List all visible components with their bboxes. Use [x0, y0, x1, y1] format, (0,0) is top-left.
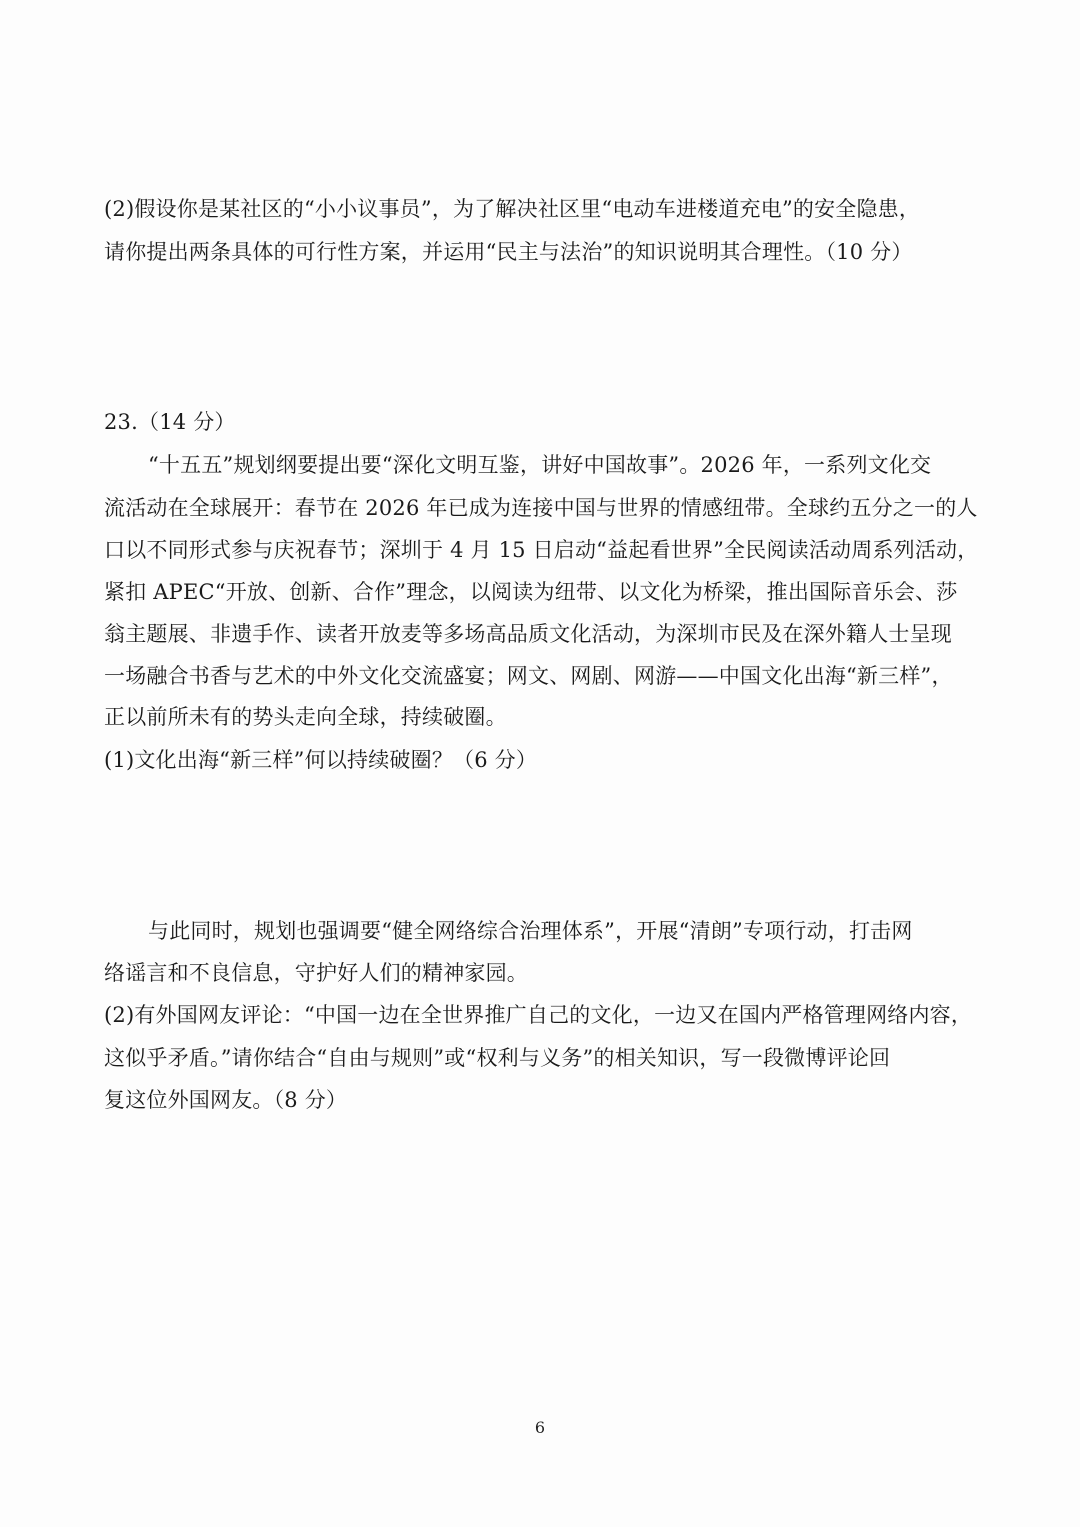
q23-part1: (1)文化出海“新三样”何以持续破圈？（6 分）: [104, 748, 538, 772]
q23-material1-line-6: 一场融合书香与艺术的中外文化交流盛宴；网文、网剧、网游——中国文化出海“新三样”，: [104, 664, 953, 688]
q23-material1-line-3: 口以不同形式参与庆祝春节；深圳于 4 月 15 日启动“益起看世界”全民阅读活动周系列活动，: [104, 538, 979, 562]
q23-part2-line-3: 复这位外国网友。（8 分）: [104, 1088, 348, 1112]
q23-part2-line-1: (2)有外国网友评论：“中国一边在全世界推广自己的文化，一边又在国内严格管理网络内容，: [104, 1003, 973, 1027]
q22-part2-line-1: (2)假设你是某社区的“小小议事员”，为了解决社区里“电动车进楼道充电”的安全隐患，: [104, 197, 921, 221]
q23-part2-line-2: 这似乎矛盾。”请你结合“自由与规则”或“权利与义务”的相关知识，写一段微博评论回: [104, 1046, 891, 1070]
q23-material1-line-5: 翁主题展、非遗手作、读者开放麦等多场高品质文化活动，为深圳市民及在深外籍人士呈现: [104, 622, 952, 646]
q23-header: 23.（14 分）: [104, 410, 236, 434]
q23-material1-line-7: 正以前所未有的势头走向全球，持续破圈。: [104, 705, 507, 729]
q22-part2-line-2: 请你提出两条具体的可行性方案，并运用“民主与法治”的知识说明其合理性。（10 分）: [104, 240, 913, 264]
q23-material1-line-4: 紧扣 APEC“开放、创新、合作”理念，以阅读为纽带、以文化为桥梁，推出国际音乐会、莎: [104, 580, 958, 604]
page-number: 6: [534, 1418, 546, 1437]
q23-material1-line-2: 流活动在全球展开：春节在 2026 年已成为连接中国与世界的情感纽带。全球约五分之一的人: [104, 496, 978, 520]
q23-material2-line-2: 络谣言和不良信息，守护好人们的精神家园。: [104, 961, 528, 985]
q23-material2-line-1: 与此同时，规划也强调要“健全网络综合治理体系”，开展“清朗”专项行动，打击网: [148, 919, 913, 943]
q23-material1-line-1: “十五五”规划纲要提出要“深化文明互鉴，讲好中国故事”。2026 年，一系列文化交: [148, 453, 932, 477]
